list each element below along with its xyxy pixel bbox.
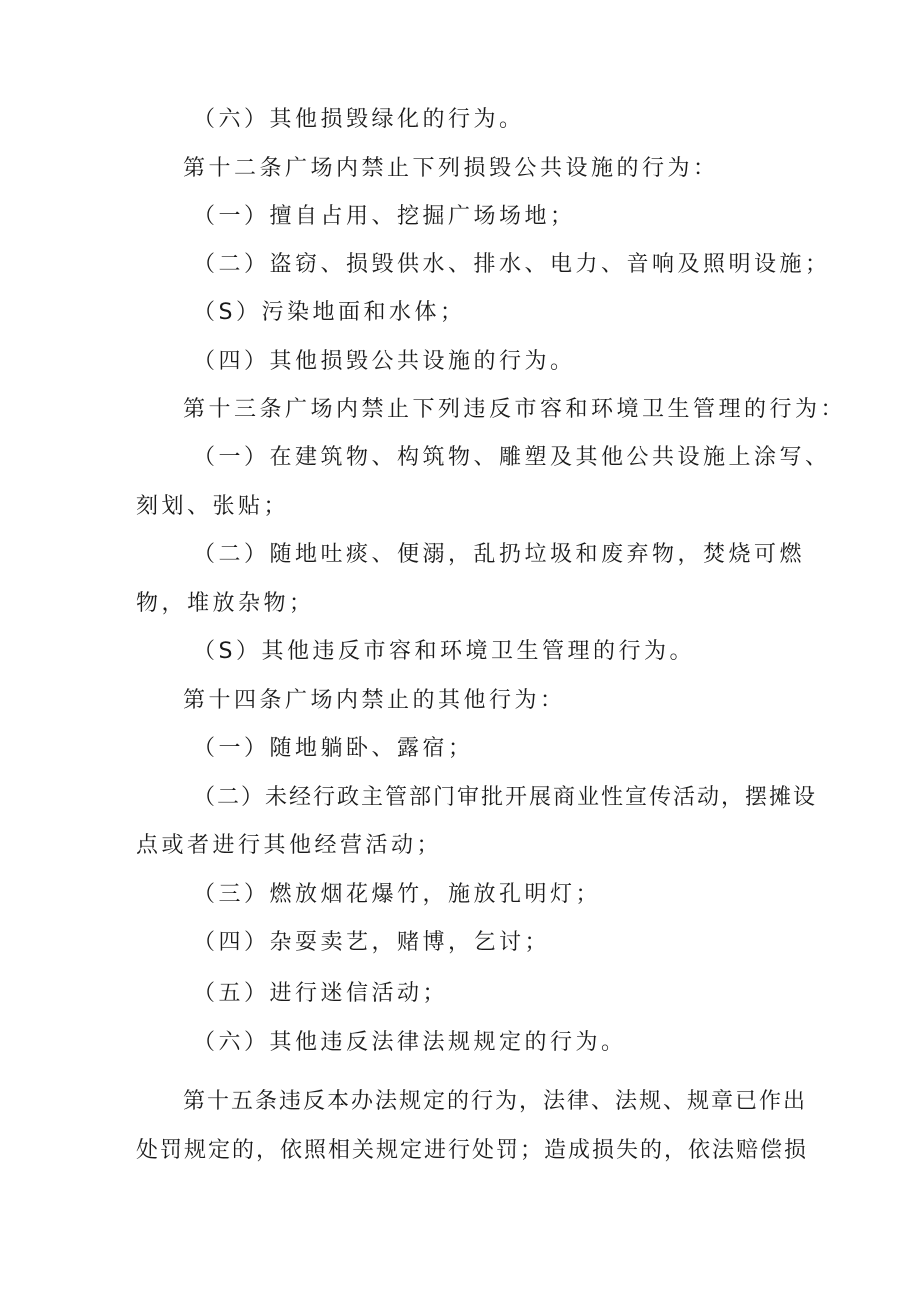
text-line: （一）随地躺卧、露宿； [193, 736, 474, 761]
text-line: 处罚规定的，依照相关规定进行处罚；造成损失的，依法赔偿损 [136, 1138, 809, 1163]
article-heading: 第十五条违反本办法规定的行为，法律、法规、规章已作出 [183, 1089, 808, 1114]
text-line: （五）进行迷信活动； [193, 981, 449, 1006]
text-line: 刻划、张贴； [136, 494, 290, 519]
text-line: （二）随地吐痰、便溺，乱扔垃圾和废弃物，焚烧可燃 [193, 542, 806, 567]
article-heading: 第十四条广场内禁止的其他行为： [183, 688, 566, 713]
text-line: （一）擅自占用、挖掘广场场地； [193, 204, 576, 229]
text-line: （二）未经行政主管部门审批开展商业性宣传活动，摆摊设 [193, 785, 818, 810]
text-line: （一）在建筑物、构筑物、雕塑及其他公共设施上涂写、 [193, 445, 831, 470]
text-line: （二）盗窃、损毁供水、排水、电力、音响及照明设施； [193, 252, 831, 277]
text-line: （六）其他损毁绿化的行为。 [193, 107, 525, 132]
text-line: （三）燃放烟花爆竹，施放孔明灯； [193, 882, 602, 907]
text-line: 点或者进行其他经营活动； [136, 833, 443, 858]
text-line: （六）其他违反法律法规规定的行为。 [193, 1030, 627, 1055]
text-line: （S）其他违反市容和环境卫生管理的行为。 [193, 639, 695, 664]
text-line: （四）其他损毁公共设施的行为。 [193, 349, 576, 374]
article-heading: 第十二条广场内禁止下列损毁公共设施的行为： [183, 156, 719, 181]
text-line: （四）杂耍卖艺，赌博，乞讨； [193, 930, 551, 955]
article-heading: 第十三条广场内禁止下列违反市容和环境卫生管理的行为： [183, 397, 847, 422]
text-line: （S）污染地面和水体； [193, 300, 466, 325]
text-line: 物，堆放杂物； [136, 591, 315, 616]
